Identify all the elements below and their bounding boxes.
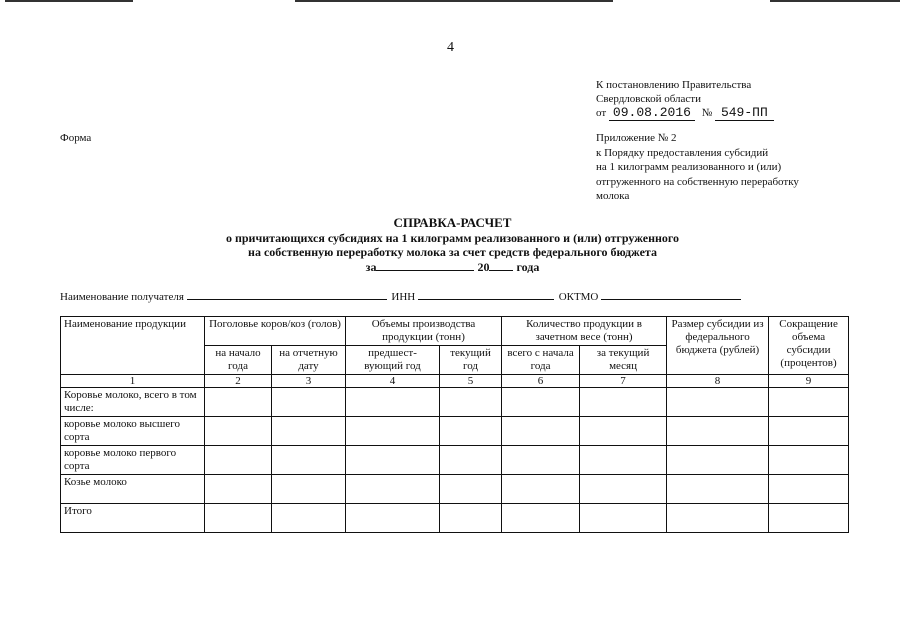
- decree-date: 09.08.2016: [609, 105, 695, 121]
- scan-edge-left: [5, 0, 133, 2]
- decree-reference: [596, 78, 774, 120]
- column-number: 6: [502, 375, 580, 388]
- column-number: 2: [205, 375, 272, 388]
- data-cell[interactable]: [580, 446, 667, 475]
- data-cell[interactable]: [502, 446, 580, 475]
- data-cell[interactable]: [667, 417, 769, 446]
- data-cell[interactable]: [502, 388, 580, 417]
- data-cell[interactable]: [346, 417, 440, 446]
- header-volumes: Объемы производства продукции (тонн): [346, 317, 502, 346]
- header-product: Наименование продукции: [61, 317, 205, 375]
- decree-date-line: [596, 106, 774, 120]
- data-cell[interactable]: [667, 388, 769, 417]
- row-label: Коровье молоко, всего в том числе:: [61, 388, 205, 417]
- oktmo-label: ОКТМО: [558, 291, 599, 303]
- data-cell[interactable]: [440, 388, 502, 417]
- header-current-year: текущий год: [440, 346, 502, 375]
- form-label: Форма: [60, 132, 92, 144]
- data-cell[interactable]: [205, 446, 272, 475]
- oktmo-field[interactable]: [601, 289, 741, 300]
- column-number: 4: [346, 375, 440, 388]
- title-heading: СПРАВКА-РАСЧЕТ: [393, 215, 512, 230]
- column-number: 1: [61, 375, 205, 388]
- header-report-date: на отчетную дату: [272, 346, 346, 375]
- data-cell[interactable]: [769, 446, 849, 475]
- table-row: [61, 446, 849, 475]
- period-blank: [376, 260, 474, 271]
- header-subsidy: Размер субсидии из федерального бюджета (рублей): [667, 317, 769, 375]
- decree-from-label: от: [596, 107, 607, 119]
- data-cell[interactable]: [205, 475, 272, 504]
- column-number: 8: [667, 375, 769, 388]
- decree-line-1: К постановлению Правительства: [596, 79, 752, 91]
- recipient-name-field[interactable]: [187, 289, 387, 300]
- data-cell[interactable]: [667, 475, 769, 504]
- title-line-2: на собственную переработку молока за счет средств федерального бюджета: [248, 245, 657, 259]
- appendix-line: к Порядку предоставления субсидий: [596, 146, 769, 159]
- row-label: коровье молоко первого сорта: [61, 446, 205, 475]
- data-cell[interactable]: [205, 504, 272, 533]
- scan-edge-right: [770, 0, 900, 2]
- period-year-suffix: года: [516, 259, 540, 274]
- data-cell[interactable]: [346, 475, 440, 504]
- table-row: [61, 388, 849, 417]
- period-za: за: [365, 259, 377, 274]
- table-row: [61, 504, 849, 533]
- data-cell[interactable]: [502, 417, 580, 446]
- row-label: коровье молоко высшего сорта: [61, 417, 205, 446]
- column-number: 9: [769, 375, 849, 388]
- data-cell[interactable]: [440, 504, 502, 533]
- data-cell[interactable]: [769, 475, 849, 504]
- appendix-line: отгруженного на собственную переработку: [596, 175, 799, 188]
- data-cell[interactable]: [205, 388, 272, 417]
- row-label: Козье молоко: [61, 475, 205, 504]
- year-blank: [489, 260, 513, 271]
- table-row: [61, 475, 849, 504]
- data-cell[interactable]: [272, 417, 346, 446]
- header-reduction: Сокращение объема субсидии (процентов): [769, 317, 849, 375]
- title-period: [0, 260, 905, 275]
- table-row: [61, 417, 849, 446]
- header-start-date: на начало года: [205, 346, 272, 375]
- decree-line-2: Свердловской области: [596, 93, 701, 105]
- data-cell[interactable]: [272, 388, 346, 417]
- data-cell[interactable]: [440, 475, 502, 504]
- data-cell[interactable]: [769, 504, 849, 533]
- scan-edge-center: [295, 0, 613, 2]
- data-cell[interactable]: [667, 504, 769, 533]
- data-cell[interactable]: [502, 504, 580, 533]
- column-number: 7: [580, 375, 667, 388]
- header-livestock: Поголовье коров/коз (голов): [205, 317, 346, 346]
- appendix-line: молока: [596, 190, 630, 202]
- title-line-1: о причитающихся субсидиях на 1 килограмм реализованного и (или) отгруженного: [225, 230, 680, 245]
- decree-number-label: №: [701, 107, 713, 119]
- appendix-block: [596, 131, 799, 204]
- header-current-month: за текущий месяц: [580, 346, 667, 375]
- column-number-row: [61, 375, 849, 388]
- column-number: 3: [272, 375, 346, 388]
- data-cell[interactable]: [272, 446, 346, 475]
- data-cell[interactable]: [580, 504, 667, 533]
- data-cell[interactable]: [346, 388, 440, 417]
- subsidy-table: [60, 316, 849, 533]
- data-cell[interactable]: [667, 446, 769, 475]
- data-cell[interactable]: [272, 475, 346, 504]
- data-cell[interactable]: [769, 388, 849, 417]
- header-quantity: Количество продукции в зачетном весе (тонн): [502, 317, 667, 346]
- data-cell[interactable]: [580, 388, 667, 417]
- column-number: 5: [440, 375, 502, 388]
- data-cell[interactable]: [580, 417, 667, 446]
- header-total-start: всего с начала года: [502, 346, 580, 375]
- recipient-name-label: Наименование получателя: [60, 291, 184, 303]
- data-cell[interactable]: [346, 446, 440, 475]
- data-cell[interactable]: [346, 504, 440, 533]
- data-cell[interactable]: [205, 417, 272, 446]
- data-cell[interactable]: [440, 417, 502, 446]
- data-cell[interactable]: [440, 446, 502, 475]
- recipient-line: [60, 289, 741, 303]
- data-cell[interactable]: [769, 417, 849, 446]
- data-cell[interactable]: [502, 475, 580, 504]
- inn-field[interactable]: [418, 289, 554, 300]
- row-label: Итого: [61, 504, 205, 533]
- page-number: 4: [447, 40, 454, 55]
- inn-label: ИНН: [391, 291, 416, 303]
- appendix-line: на 1 килограмм реализованного и (или): [596, 161, 782, 173]
- header-prev-year: предшест-вующий год: [346, 346, 440, 375]
- decree-number: 549-ПП: [715, 105, 774, 121]
- appendix-line: Приложение № 2: [596, 132, 677, 144]
- document-title: [0, 216, 905, 274]
- period-year-prefix: 20: [477, 259, 490, 274]
- data-cell[interactable]: [272, 504, 346, 533]
- data-cell[interactable]: [580, 475, 667, 504]
- header-row-1: [61, 317, 849, 346]
